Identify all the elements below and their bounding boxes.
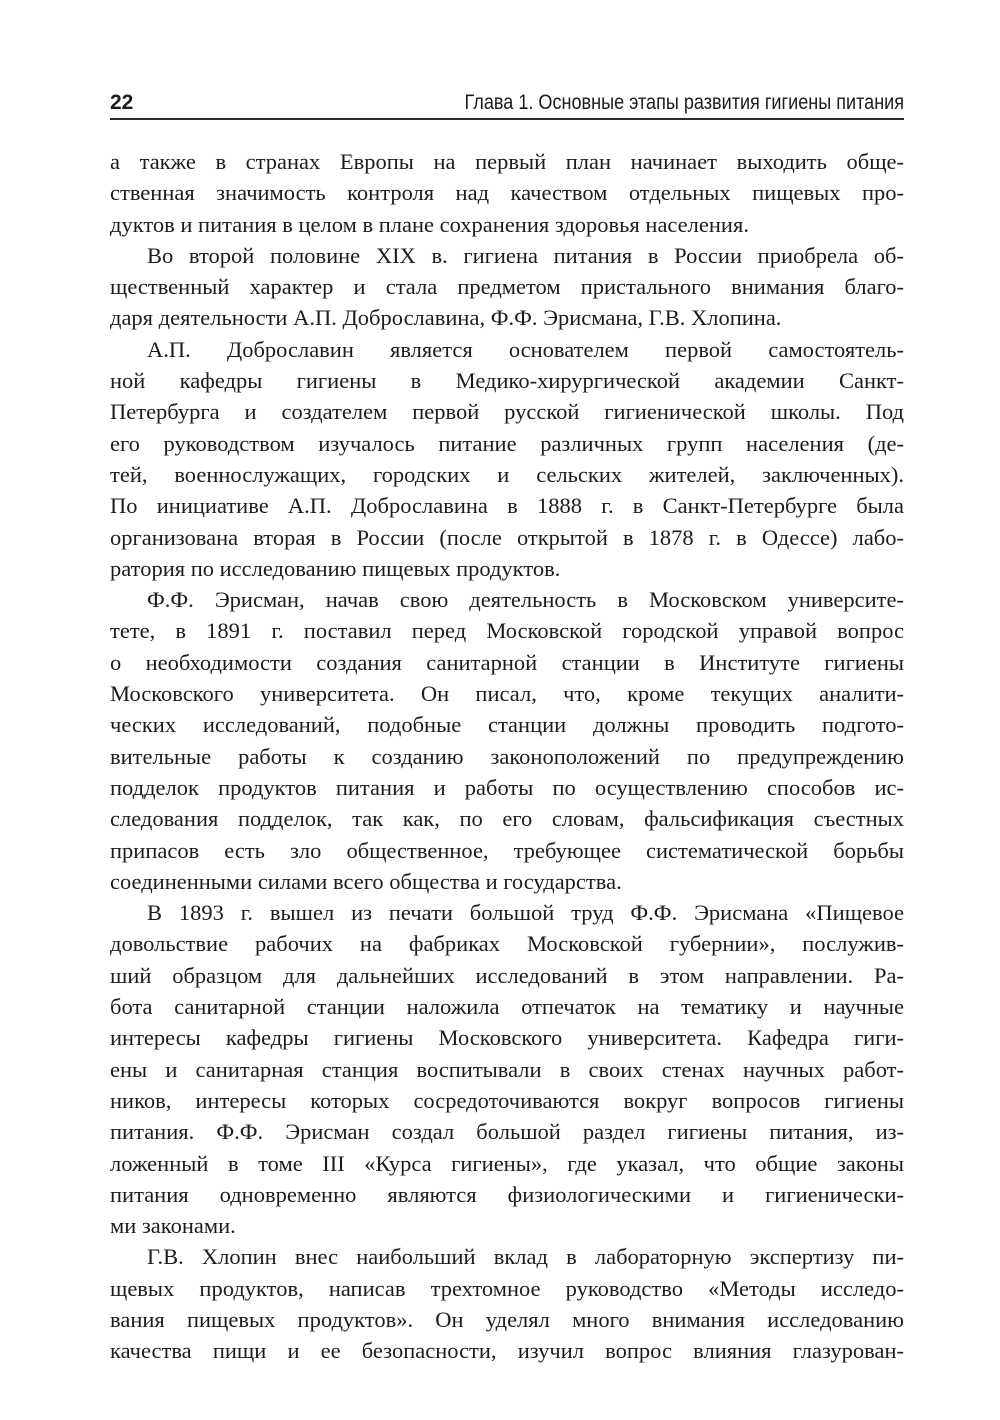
text-line: тей, военнослужащих, городских и сельских жителей, заключенных). xyxy=(110,461,904,487)
text-line: припасов есть зло общественное, требующее систематической борьбы xyxy=(110,837,904,863)
text-line: ственная значимость контроля над качеством отдельных пищевых про- xyxy=(110,180,904,206)
paragraph xyxy=(110,897,904,1241)
page-number: 22 xyxy=(110,91,134,114)
running-header xyxy=(110,88,904,120)
text-line: А.П. Доброславин является основателем первой самостоятель- xyxy=(147,336,904,362)
text-line: Во второй половине XIX в. гигиена питания в России приобрела об- xyxy=(147,242,904,268)
text-line: интересы кафедры гигиены Московского университета. Кафедра гиги- xyxy=(110,1025,904,1051)
text-line: По инициативе А.П. Доброславина в 1888 г. в Санкт-Петербурге была xyxy=(110,493,904,519)
text-line: Московского университета. Он писал, что, кроме текущих аналити- xyxy=(110,681,904,707)
paragraph xyxy=(110,240,904,334)
paragraph xyxy=(110,584,904,897)
text-line: а также в странах Европы на первый план начинает выходить обще- xyxy=(110,149,904,174)
text-line: даря деятельности А.П. Доброславина, Ф.Ф. Эрисмана, Г.В. Хлопина. xyxy=(110,305,782,331)
text-line: подделок продуктов питания и работы по осуществлению способов ис- xyxy=(110,774,904,800)
text-line: организована вторая в России (после открытой в 1878 г. в Одессе) лабо- xyxy=(110,524,904,550)
text-line: соединенными силами всего общества и государства. xyxy=(110,868,622,894)
text-line: Петербурга и создателем первой русской гигиенической школы. Под xyxy=(110,399,904,425)
text-line: щевых продуктов, написав трехтомное руководство «Методы исследо- xyxy=(110,1275,904,1301)
paragraph xyxy=(110,334,904,584)
text-line: ены и санитарная станция воспитывали в своих стенах научных работ- xyxy=(110,1056,904,1082)
text-line: следования подделок, так как, по его словам, фальсификация съестных xyxy=(110,806,904,832)
text-line: питания одновременно являются физиологическими и гигиенически- xyxy=(110,1181,904,1207)
text-line: вания пищевых продуктов». Он уделял много внимания исследованию xyxy=(110,1306,904,1332)
text-line: питания. Ф.Ф. Эрисман создал большой раздел гигиены питания, из- xyxy=(110,1119,904,1145)
text-line: дуктов и питания в целом в плане сохранения здоровья населения. xyxy=(110,211,749,237)
text-line: бота санитарной станции наложила отпечаток на тематику и научные xyxy=(110,994,904,1020)
text-line: ший образцом для дальнейших исследований в этом направлении. Ра- xyxy=(110,962,904,988)
text-line: качества пищи и ее безопасности, изучил вопрос влияния глазурован- xyxy=(110,1338,904,1364)
text-line: В 1893 г. вышел из печати большой труд Ф.Ф. Эрисмана «Пищевое xyxy=(147,900,904,926)
text-line: ной кафедры гигиены в Медико-хирургической академии Санкт- xyxy=(110,368,904,394)
text-line: довольствие рабочих на фабриках Московской губернии», послужив- xyxy=(110,931,904,957)
text-line: Г.В. Хлопин внес наибольший вклад в лабораторную экспертизу пи- xyxy=(147,1244,904,1270)
text-line: его руководством изучалось питание различных групп населения (де- xyxy=(110,430,904,456)
text-line: Ф.Ф. Эрисман, начав свою деятельность в Московском университе- xyxy=(147,587,904,613)
text-line: щественный характер и стала предметом пристального внимания благо- xyxy=(110,274,904,300)
body-text xyxy=(110,146,904,1367)
text-line: ников, интересы которых сосредоточиваются вокруг вопросов гигиены xyxy=(110,1087,904,1113)
text-line: тете, в 1891 г. поставил перед Московской городской управой вопрос xyxy=(110,618,904,644)
chapter-title: Глава 1. Основные этапы развития гигиены питания xyxy=(464,91,904,114)
text-line: вительные работы к созданию законоположений по предупреждению xyxy=(110,743,904,769)
text-line: о необходимости создания санитарной станции в Институте гигиены xyxy=(110,649,904,675)
paragraph xyxy=(110,146,904,240)
text-line: ми законами. xyxy=(110,1213,236,1239)
text-line: ратория по исследованию пищевых продуктов. xyxy=(110,555,561,581)
paragraph xyxy=(110,1241,904,1366)
text-line: ческих исследований, подобные станции должны проводить подгото- xyxy=(110,712,904,738)
text-line: ложенный в томе III «Курса гигиены», где указал, что общие законы xyxy=(110,1150,904,1176)
